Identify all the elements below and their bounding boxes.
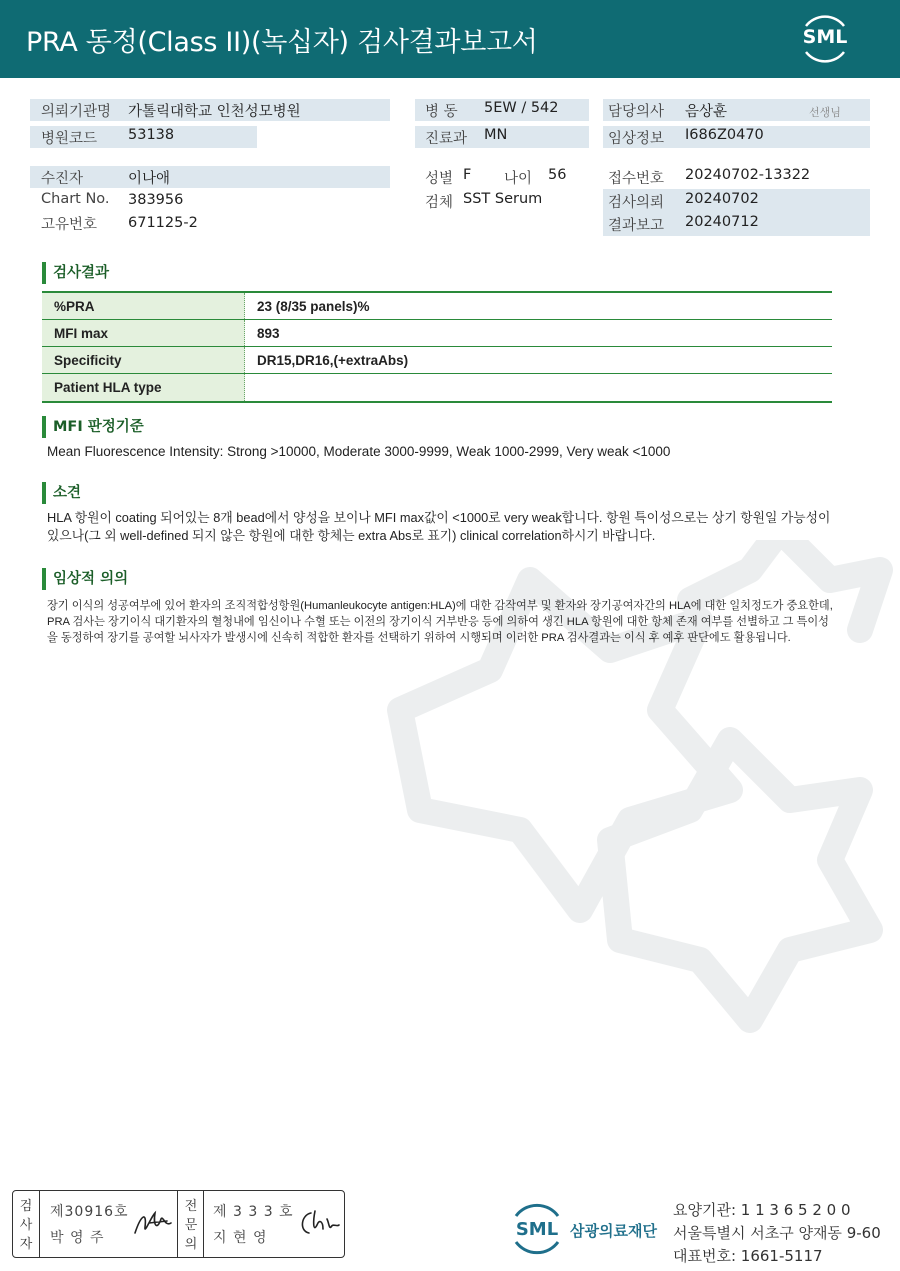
- patient-label: 수진자: [41, 171, 84, 187]
- ward-value: 5EW / 542: [484, 100, 559, 116]
- chart-no-value: 383956: [128, 192, 184, 208]
- row-label-specificity: Specificity: [42, 347, 245, 373]
- table-row: [42, 293, 832, 320]
- row-value-mfi-max: 893: [257, 326, 280, 341]
- sig-divider: [39, 1191, 40, 1257]
- specialist-license: 제 3 3 3 호: [213, 1204, 294, 1220]
- specimen-label: 검체: [425, 195, 454, 211]
- logo-text: SML: [802, 26, 848, 48]
- doctor-suffix: 선생님: [809, 106, 841, 119]
- table-row: [42, 347, 832, 374]
- sml-logo: [798, 14, 852, 64]
- mfi-heading: MFI 판정기준: [42, 416, 144, 438]
- request-date-value: 20240702: [685, 191, 759, 207]
- specialist-name: 지 현 영: [213, 1230, 268, 1246]
- receipt-value: 20240702-13322: [685, 167, 811, 183]
- clinical-heading: 임상적 의의: [42, 568, 128, 590]
- specimen-value: SST Serum: [463, 191, 543, 207]
- age-value: 56: [548, 167, 567, 183]
- report-title: PRA 동정(Class II)(녹십자) 검사결과보고서: [26, 27, 538, 58]
- opinion-text: HLA 항원이 coating 되어있는 8개 bead에서 양성을 보이나 MFI max값이 <1000로 very weak합니다. 항원 특이성으로는 상기 항원일 가능성이 있으나(그 외 well-defined 되지 않은 항원에 대한 항체는 extra Abs로 표기) clinical correlation하시기 바랍니다.: [47, 510, 831, 543]
- row-label-hla-type: Patient HLA type: [42, 374, 245, 401]
- opinion-heading: 소견: [42, 482, 81, 504]
- tester-signature-icon: [131, 1205, 177, 1241]
- report-header: [0, 0, 900, 78]
- row-label-mfi-max: MFI max: [42, 320, 245, 346]
- chart-no-label: Chart No.: [41, 191, 110, 207]
- phone-number: 대표번호: 1661-5117: [673, 1247, 823, 1265]
- ward-label: 병 동: [425, 104, 458, 120]
- report-date-value: 20240712: [685, 214, 759, 230]
- sig-divider: [203, 1191, 204, 1257]
- specialist-signature-icon: [295, 1205, 341, 1241]
- institution-label: 의뢰기관명: [41, 104, 112, 120]
- hospital-code-label: 병원코드: [41, 131, 98, 147]
- footer-sml-logo: [508, 1200, 566, 1256]
- request-date-label: 검사의뢰: [608, 195, 665, 211]
- row-value-pra: 23 (8/35 panels)%: [257, 299, 370, 314]
- receipt-label: 접수번호: [608, 171, 665, 187]
- patient-value: 이나애: [128, 171, 171, 187]
- footer-logo-text: SML: [515, 1219, 559, 1240]
- tester-license: 제30916호: [50, 1204, 129, 1220]
- age-label: 나이: [504, 171, 533, 187]
- address: 서울특별시 서초구 양재동 9-60: [673, 1224, 881, 1242]
- doctor-label: 담당의사: [608, 104, 665, 120]
- specialist-label-text: 전문의: [184, 1199, 198, 1252]
- results-heading: 검사결과: [42, 262, 109, 284]
- institution-value: 가톨릭대학교 인천성모병원: [128, 104, 301, 120]
- row-label-pra: %PRA: [42, 293, 245, 319]
- clinical-info-label: 임상정보: [608, 131, 665, 147]
- footer-org-name: 삼광의료재단: [570, 1222, 657, 1240]
- row-value-specificity: DR15,DR16,(+extraAbs): [257, 353, 409, 368]
- clinical-info-value: I686Z0470: [685, 127, 764, 143]
- results-table: [42, 291, 832, 403]
- id-no-value: 671125-2: [128, 215, 198, 231]
- report-date-label: 결과보고: [608, 218, 665, 234]
- patient-bar: [30, 166, 390, 188]
- doctor-value: 음상훈: [685, 104, 728, 120]
- sex-value: F: [463, 167, 472, 183]
- specialist-label: [178, 1191, 204, 1257]
- table-row: [42, 320, 832, 347]
- table-row: [42, 374, 832, 401]
- hospital-code-value: 53138: [128, 127, 175, 143]
- sex-label: 성별: [425, 171, 454, 187]
- clinical-text: 장기 이식의 성공여부에 있어 환자의 조직적합성항원(Humanleukocyte antigen:HLA)에 대한 감작여부 및 환자와 장기공여자간의 HLA에 대한 일치정도가 중요한데, PRA 검사는 장기이식 대기환자의 혈청내에 임신이나 수혈 또는 이전의 장기이식 거부반응 등에 의하여 생긴 HLA 항원에 대한 항체 존재 여부를 선별하고 그 특이성을 동정하여 장기를 공여할 뇌사자가 발생시에 신속히 적합한 환자를 선택하기 위하여 시행되며 이러한 PRA 검사결과는 이식 후 예후 판단에도 활용됩니다.: [47, 600, 833, 644]
- signature-box: [12, 1190, 345, 1258]
- department-label: 진료과: [425, 131, 468, 147]
- tester-name: 박 영 주: [50, 1230, 105, 1246]
- agency-code: 요양기관: 1 1 3 6 5 2 0 0: [673, 1201, 851, 1219]
- tester-label: [13, 1191, 39, 1257]
- department-value: MN: [484, 127, 508, 143]
- id-no-label: 고유번호: [41, 217, 98, 233]
- mfi-criteria-text: Mean Fluorescence Intensity: Strong >10000, Moderate 3000-9999, Weak 1000-2999, Very weak <1000: [47, 444, 671, 459]
- tester-label-text: 검사자: [19, 1199, 33, 1252]
